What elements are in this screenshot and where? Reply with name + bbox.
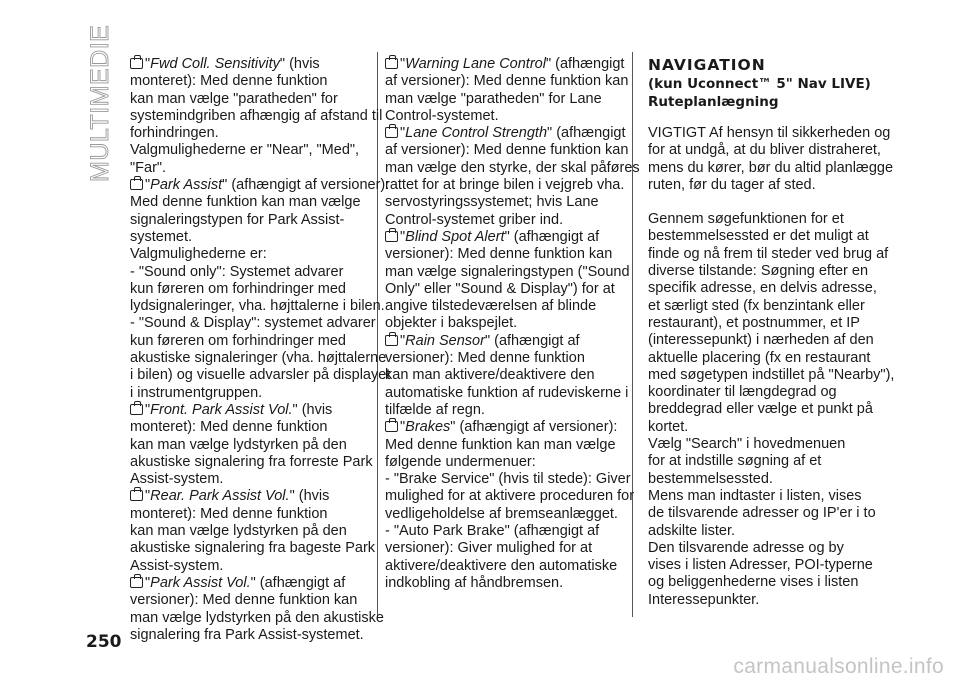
text-line: koordinater til længdegrad og xyxy=(648,384,837,401)
text-line: følgende undermenuer: xyxy=(385,453,536,470)
text-line: kan man vælge "paratheden" for xyxy=(130,90,338,107)
text-line: objekter i bakspejlet. xyxy=(385,315,518,332)
text-line: versioner): Med denne funktion xyxy=(385,350,585,367)
text-line: tilfælde af regn. xyxy=(385,401,485,418)
text-line: Mens man indtaster i listen, vises xyxy=(648,487,862,504)
text-line: bestemmelsessted er det muligt at xyxy=(648,228,869,245)
text-line: "Far". xyxy=(130,159,167,176)
text-line: Assist-system. xyxy=(130,471,224,488)
text-line: kun føreren om forhindringer med xyxy=(130,332,346,349)
touch-icon xyxy=(130,490,143,501)
text-line: akustiske signalering fra bageste Park xyxy=(130,540,376,557)
touch-icon xyxy=(385,58,398,69)
touch-icon xyxy=(130,577,143,588)
text-line: Med denne funktion kan man vælge xyxy=(130,194,361,211)
section-subheading: Ruteplanlægning xyxy=(648,94,779,110)
text-line: vedligeholdelse af bremseanlægget. xyxy=(385,505,618,522)
text-column-3 xyxy=(648,56,895,609)
text-line: Only" eller "Sound & Display") for at xyxy=(385,280,615,297)
menu-entry-brakes: "Brakes" (afhængigt af versioner): xyxy=(385,419,623,436)
text-line: Control-systemet. xyxy=(385,107,499,124)
section-title: MULTIMEDIE xyxy=(86,24,114,182)
menu-item-name: Lane Control Strength xyxy=(405,125,548,142)
text-line: monteret): Med denne funktion xyxy=(130,419,328,436)
text-line: servostyringssystemet; hvis Lane xyxy=(385,194,599,211)
text-line: systemindgriben afhængig af afstand til xyxy=(130,107,383,124)
touch-icon xyxy=(130,58,143,69)
menu-item-name: Fwd Coll. Sensitivity xyxy=(150,56,280,72)
menu-item-name: Park Assist Vol. xyxy=(150,574,251,591)
text-line: for at undgå, at du bliver distraheret, xyxy=(648,142,881,159)
text-line: (interessepunkt) i nærheden af den xyxy=(648,332,874,349)
text-line: mulighed for at aktivere proceduren for xyxy=(385,488,635,505)
text-line: akustiske signalering fra forreste Park xyxy=(130,453,373,470)
text-line: man vælge signaleringstypen ("Sound xyxy=(385,263,630,280)
text-line: versioner): Med denne funktion kan xyxy=(385,246,613,263)
text-line: angive tilstedeværelsen af blinde xyxy=(385,298,597,315)
text-line: de tilsvarende adresser og IP'er i to xyxy=(648,505,876,522)
touch-icon xyxy=(385,127,398,138)
menu-item-name: Front. Park Assist Vol. xyxy=(150,401,293,418)
text-line: kan man vælge lydstyrken på den xyxy=(130,436,347,453)
section-heading: NAVIGATION xyxy=(648,56,766,74)
touch-icon xyxy=(130,179,143,190)
text-line: versioner): Giver mulighed for at xyxy=(385,540,593,557)
menu-entry-fwd-coll: "Fwd Coll. Sensitivity" (hvis xyxy=(130,56,368,73)
text-line: kun føreren om forhindringer med xyxy=(130,280,346,297)
text-line: aktuelle placering (fx en restaurant xyxy=(648,349,871,366)
text-line: kan man aktivere/deaktivere den xyxy=(385,367,595,384)
touch-icon xyxy=(385,231,398,242)
menu-entry-lane-control-strength: "Lane Control Strength" (afhængigt xyxy=(385,125,623,142)
text-line: man vælge den styrke, der skal påføres xyxy=(385,159,640,176)
text-line: kan man vælge lydstyrken på den xyxy=(130,523,347,540)
text-line: Valgmulighederne er: xyxy=(130,246,267,263)
text-line: aktivere/deaktivere den automatiske xyxy=(385,557,618,574)
text-column-2 xyxy=(385,56,640,592)
text-line: - "Sound & Display": systemet advarer xyxy=(130,315,376,332)
text-line: og beliggenhederne vises i listen xyxy=(648,574,859,591)
text-line: signaleringstypen for Park Assist- xyxy=(130,211,345,228)
text-line: kortet. xyxy=(648,418,689,435)
touch-icon xyxy=(130,404,143,415)
text-line: Valgmulighederne er "Near", "Med", xyxy=(130,142,360,159)
text-line: for at indstille søgning af et xyxy=(648,453,822,470)
menu-item-name: Blind Spot Alert xyxy=(405,228,505,245)
text-line: bestemmelsessted. xyxy=(648,470,773,487)
text-line: Den tilsvarende adresse og by xyxy=(648,539,844,556)
text-line: med søgetypen indstillet på "Nearby"), xyxy=(648,366,895,383)
text-line: man vælge "paratheden" for Lane xyxy=(385,90,602,107)
spacer xyxy=(648,194,873,211)
text-line: diverse tilstande: Søgning efter en xyxy=(648,263,869,280)
text-line: - "Brake Service" (hvis til stede): Giver xyxy=(385,471,631,488)
text-line: finde og nå frem til steder ved brug af xyxy=(648,245,889,262)
text-line: mens du kører, bør du altid planlægge xyxy=(648,159,894,176)
text-line: specifik adresse, en delvis adresse, xyxy=(648,280,877,297)
text-line: i bilen) og visuelle advarsler på displayet xyxy=(130,367,391,384)
touch-icon xyxy=(385,421,398,432)
text-line: versioner): Med denne funktion kan xyxy=(130,592,358,609)
text-line: rattet for at bringe bilen i vejgreb vha. xyxy=(385,177,625,194)
text-line: automatiske funktion af rudeviskerne i xyxy=(385,384,629,401)
menu-entry-warning-lane-control: "Warning Lane Control" (afhængigt xyxy=(385,56,623,73)
text-line: akustiske signaleringer (vha. højttalerne xyxy=(130,350,387,367)
text-line: ruten, før du tager af sted. xyxy=(648,176,816,193)
text-line: lydsignaleringer, vha. højttalerne i bilen. xyxy=(130,298,385,315)
text-line: Interessepunkter. xyxy=(648,591,760,608)
menu-item-name: Warning Lane Control xyxy=(405,56,546,72)
menu-item-name: Rear. Park Assist Vol. xyxy=(150,488,290,505)
text-line: monteret): Med denne funktion xyxy=(130,505,328,522)
touch-icon xyxy=(385,335,398,346)
text-line: Gennem søgefunktionen for et xyxy=(648,211,844,228)
text-line: i instrumentgruppen. xyxy=(130,384,263,401)
text-line: breddegrad eller vælge et punkt på xyxy=(648,401,873,418)
text-line: adskilte lister. xyxy=(648,522,736,539)
text-line: monteret): Med denne funktion xyxy=(130,73,328,90)
text-line: restaurant), et postnummer, et IP xyxy=(648,314,860,331)
text-line: et særligt sted (fx benzintank eller xyxy=(648,297,865,314)
menu-entry-park-assist: "Park Assist" (afhængigt af versioner): xyxy=(130,177,368,194)
text-line: - "Sound only": Systemet advarer xyxy=(130,263,344,280)
text-line: VIGTIGT Af hensyn til sikkerheden og xyxy=(648,125,891,141)
column-divider xyxy=(632,52,633,617)
text-line: af versioner): Med denne funktion kan xyxy=(385,73,629,90)
text-line: - "Auto Park Brake" (afhængigt af xyxy=(385,523,600,540)
text-line: Control-systemet griber ind. xyxy=(385,211,564,228)
text-line: vises i listen Adresser, POI-typerne xyxy=(648,557,873,574)
text-line: Assist-system. xyxy=(130,557,224,574)
spacer xyxy=(648,111,873,125)
text-line: signalering fra Park Assist-systemet. xyxy=(130,626,364,643)
text-line: indkobling af håndbremsen. xyxy=(385,574,564,591)
page-number: 250 xyxy=(86,632,122,652)
text-line: af versioner): Med denne funktion kan xyxy=(385,142,629,159)
watermark: carmanualsonline.info xyxy=(733,655,944,678)
menu-entry-blind-spot-alert: "Blind Spot Alert" (afhængigt af xyxy=(385,229,623,246)
menu-entry-rear-park-assist-vol: "Rear. Park Assist Vol." (hvis xyxy=(130,488,368,505)
column-divider xyxy=(377,52,378,617)
menu-entry-rain-sensor: "Rain Sensor" (afhængigt af xyxy=(385,333,623,350)
menu-entry-front-park-assist-vol: "Front. Park Assist Vol." (hvis xyxy=(130,402,368,419)
menu-item-name: Rain Sensor xyxy=(405,332,485,349)
menu-item-name: Brakes xyxy=(405,419,451,436)
text-line: man vælge lydstyrken på den akustiske xyxy=(130,609,384,626)
text-line: forhindringen. xyxy=(130,125,219,142)
text-line: Vælg "Search" i hovedmenuen xyxy=(648,436,846,453)
menu-item-name: Park Assist xyxy=(150,177,223,194)
menu-entry-park-assist-vol: "Park Assist Vol." (afhængigt af xyxy=(130,575,368,592)
text-line: Med denne funktion kan man vælge xyxy=(385,436,616,453)
section-side-tab xyxy=(86,24,116,182)
section-subheading: (kun Uconnect™ 5" Nav LIVE) xyxy=(648,76,871,92)
text-line: systemet. xyxy=(130,228,193,245)
text-column-1 xyxy=(130,56,391,644)
